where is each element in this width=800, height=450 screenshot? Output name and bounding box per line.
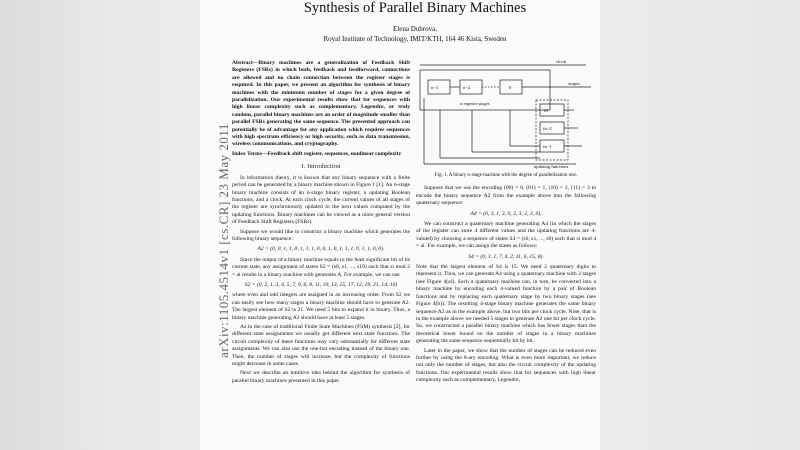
equation-s4: S4 = (0, 3, 1, 7, 4, 2, 11, 6, 15, 8). bbox=[468, 253, 544, 260]
paragraph: We can construct a quaternary machine generating A4 (in which the stages of the register can store 4 different values and the updating functions are 4-valued) by choosing a sequence of states S4 = (s0, s1, ..., s9) such that si mod 4 = ai. For example, we can assign the states as follows: bbox=[416, 221, 596, 250]
output-label: output bbox=[568, 81, 580, 86]
index-terms: Index Terms—Feedback shift register, sequences, nonlinear complexity bbox=[232, 150, 402, 157]
author-affiliation: Royal Institute of Technology, IMIT/KTH, 164 46 Kista, Sweden bbox=[323, 35, 507, 43]
equation-s2: S2 = (0, 2, 1, 3, 4, 5, 7, 9, 6, 8, 11, 10, 13, 15, 17, 12, 19, 21, 14, 16) bbox=[244, 281, 398, 288]
paragraph: where even and odd integers are assigned in an increasing order. From S2 we can easily see how many stages a binary machine should have to generate A2. The largest element of S2 is 21. We need 5 bits to expand it in binary. Thus, a binary machine generating A2 should have at least 5 stages. bbox=[232, 292, 410, 321]
clock-label: clock bbox=[556, 60, 566, 64]
paper-title: Synthesis of Parallel Binary Machines bbox=[303, 0, 527, 16]
paragraph: Since the output of a binary machine equals to the least significant bit of its current state, any assignment of states S2 = (s0, s1, ..., s19) such that si mod 2 = ai results in a binary machine with generates A. For example, we can use bbox=[232, 256, 410, 278]
functions-group bbox=[536, 100, 568, 160]
section-heading: I. Introduction bbox=[301, 164, 341, 171]
register-stage-label: n−1 bbox=[431, 85, 439, 90]
author-name: Elena Dubrova, bbox=[393, 25, 437, 33]
paragraph: In information theory, it is known that any binary sequence with a finite period can be generated by a binary machine shown in Figure 1 [1]. An n-stage binary machine consists of an n-stage binary register, n updating Boolean functions, and a clock. At each clock cycle, the current values of all stages of the register are synchronously updated to the next values computed by the updating functions. Binary machines can be viewed as a more general version of Feedback Shift Registers (FSRs). bbox=[232, 174, 410, 226]
figure-caption: Fig. 1. A binary n-stage machine with the degree of parallelization one. bbox=[434, 173, 578, 178]
paragraph: Next we describe an intuitive idea behind the algorithm for synthesis of parallel binary machines presented in this paper. bbox=[232, 370, 410, 384]
left-column bbox=[232, 60, 410, 387]
viewer-background-left bbox=[0, 0, 200, 450]
register-stage-label: 0 bbox=[509, 85, 512, 90]
register-stages-label: n register stages bbox=[460, 101, 490, 106]
function-label: f0 bbox=[544, 108, 548, 113]
author-block bbox=[230, 24, 600, 44]
equation-a2: A2 = (0, 0, 1, 1, 0, 1, 1, 1, 0, 0, 1, 0, 1, 1, 1, 0, 1, 1, 0, 0). bbox=[257, 246, 385, 253]
paragraph: As in the case of traditional Finite State Machines (FSM) synthesis [2], for different state assignments we usually get different next state functions. The circuit complexity of these functions may vary substantially for different state assignments. We can also use the one-hot encoding instead of the binary one. Then, the number of stages will increase, but the complexity of functions might decrease in some cases. bbox=[232, 324, 410, 368]
register-stage-label: n−2 bbox=[463, 85, 471, 90]
binary-machine-diagram bbox=[416, 60, 596, 170]
function-label: fn−1 bbox=[543, 144, 552, 149]
paragraph: Suppose we would like to construct a binary machine which generates the following binary sequence: bbox=[232, 228, 410, 242]
updating-functions-label: updating functions bbox=[534, 164, 569, 169]
figure-1 bbox=[416, 60, 596, 170]
paragraph: Later in the paper, we show that the number of stages can be reduced even further by using the 8-ary encoding. What is even more important, we reduce not only the number of stages, but also the circuit complexity of the updating functions. Our experimental results show that for sequences with high linear complexity such as complementary, Legendre, bbox=[416, 347, 596, 384]
paragraph: Suppose that we use the encoding (00) = 0, (01) = 1, (10) = 2, (11) = 3 to encode the binary sequence A2 from the example above into the following quaternary sequence: bbox=[416, 185, 596, 207]
arxiv-stamp-text: arXiv:1105.4514v1 [cs.CR] 23 May 2011 bbox=[216, 123, 231, 358]
paragraph: Note that the largest element of S4 is 15. We need 2 quaternary digits to represent it. Thus, we can generate A4 using a quaternary machine with 2 stages (see Figure 4(a)). Such a quaternary machine can, in turn, be converted into a binary machine by encoding each 4-valued function by a pair of Boolean functions and by replacing each quaternary stage by two binary stages (see Figure 4(b)). The resulting 4-stage binary machine generates the same binary sequence A2 as in the example above, but two bits per clock cycle. Note, that is in the example above we needed 5 stages to generate A2 one bit per clock cycle. So, we constructed a parallel binary machine which has fewer stages than the theoretical lower bound on the number of stages in a binary machines generating the same sequence sequentially bit by bit. bbox=[416, 264, 596, 345]
abstract: Abstract—Binary machines are a generalization of Feedback Shift Registers (FSRs) in which both, feedback and feedforward, connections are allowed and no chain connection between the register stages is required. In this paper, we present an algorithm for synthesis of binary machines with the minimum number of stages for a given degree of parallelization. Our experimental results show that for sequences with high linear complexity such as complementary, Legendre, or truly random, parallel binary machines are an order of magnitude smaller than parallel FSRs generating the same sequence. The presented approach can potentially be of advantage for any application which requires sequences with high spectrum efficiency or high security, such as data transmission, wireless communications, and cryptography. bbox=[232, 60, 410, 148]
right-column bbox=[416, 60, 596, 387]
equation-a4: A4 = (0, 3, 1, 3, 0, 2, 3, 2, 3, 0). bbox=[470, 210, 542, 217]
arxiv-stamp bbox=[204, 60, 231, 360]
function-label: fn−2 bbox=[543, 126, 552, 131]
viewer-background-right bbox=[600, 0, 800, 450]
